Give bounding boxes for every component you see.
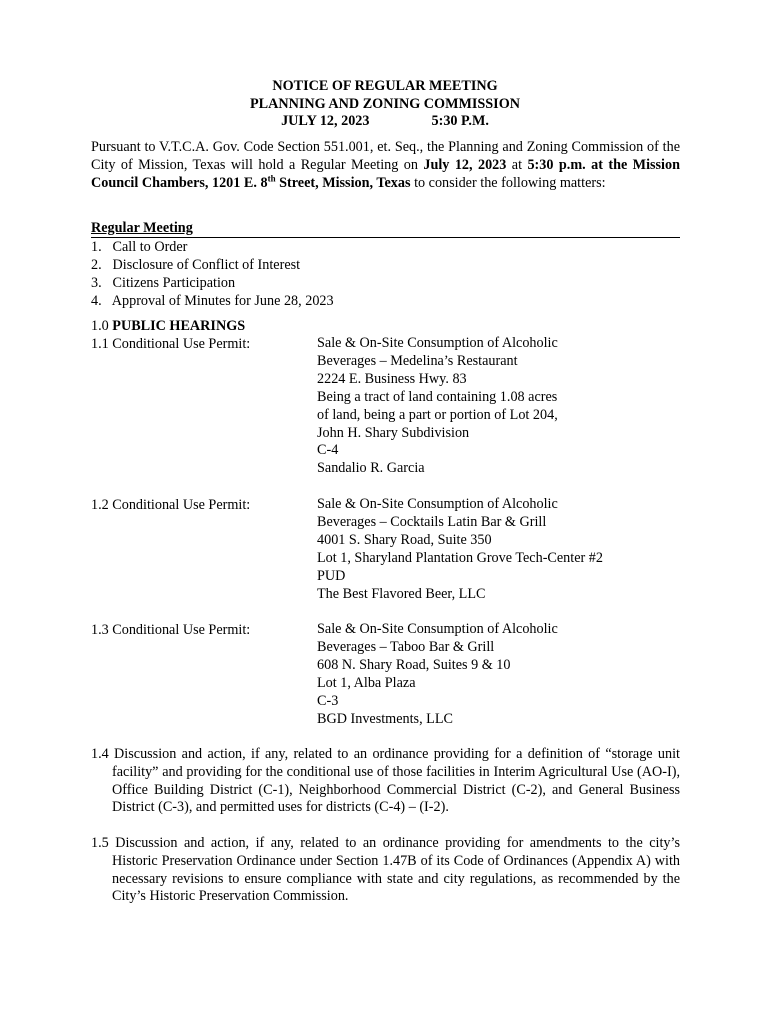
public-hearings-title: PUBLIC HEARINGS <box>112 318 246 334</box>
notice-header <box>0 78 770 131</box>
intro-bold-place-2: Street, Mission, Texas <box>275 175 411 192</box>
agenda-item <box>91 256 680 274</box>
permit-detail-line: 4001 S. Shary Road, Suite 350 <box>317 531 492 548</box>
intro-bold-date: July 12, 2023 <box>423 157 507 174</box>
permit-label: 1.1 Conditional Use Permit: <box>91 336 251 352</box>
permit-detail-line: 608 N. Shary Road, Suites 9 & 10 <box>317 656 511 673</box>
item-1-5-text: 1.5 Discussion and action, if any, related to an ordinance providing for amendments to the city’s Historic Preservation Ordinance under Section 1.47B of its Code of Ordinances (Appendix A) with necessary revisions to ensure compliance with state and city regulations, as recommended by the City’s Historic Preservation Commission. <box>91 835 680 905</box>
regular-meeting-heading <box>91 220 680 238</box>
permit-detail-line: Sandalio R. Garcia <box>317 460 425 477</box>
agenda-list <box>91 238 680 310</box>
regular-meeting-heading-text: Regular Meeting <box>91 220 193 236</box>
permit-detail-line: Beverages – Cocktails Latin Bar & Grill <box>317 513 547 530</box>
intro-bold-place-1: 5:30 p.m. at the Mission Council Chambers, 1201 E. 8 <box>91 157 680 192</box>
permit-detail-line: of land, being a part or portion of Lot 204, <box>317 406 558 423</box>
agenda-item-1-5 <box>91 835 680 906</box>
agenda-item-number: 3. <box>91 275 102 291</box>
agenda-item-text: Call to Order <box>112 239 188 255</box>
intro-superscript: th <box>267 173 276 184</box>
permit-detail-line: Sale & On-Site Consumption of Alcoholic <box>317 621 558 637</box>
meeting-date: JULY 12, 2023 <box>281 113 370 129</box>
agenda-item-1-4 <box>91 746 680 817</box>
intro-at: at <box>506 157 528 174</box>
permit-detail-line: Sale & On-Site Consumption of Alcoholic <box>317 496 558 512</box>
permit-label: 1.2 Conditional Use Permit: <box>91 497 251 513</box>
permit-detail-line: 2224 E. Business Hwy. 83 <box>317 370 467 387</box>
permit-detail-line: PUD <box>317 567 346 584</box>
permit-detail-line: John H. Shary Subdivision <box>317 424 470 441</box>
permit-detail-line: Sale & On-Site Consumption of Alcoholic <box>317 335 558 351</box>
agenda-item-text: Approval of Minutes for June 28, 2023 <box>111 293 334 309</box>
permit-detail-line: C-3 <box>317 692 339 709</box>
public-hearings-number: 1.0 <box>91 318 113 334</box>
intro-text-2: to consider the following matters: <box>410 175 606 192</box>
agenda-item <box>91 292 680 310</box>
permit-details <box>317 621 680 728</box>
notice-title: NOTICE OF REGULAR MEETING <box>272 78 498 94</box>
permit-detail-line: Lot 1, Sharyland Plantation Grove Tech-Center #2 <box>317 549 603 566</box>
meeting-time: 5:30 P.M. <box>431 113 489 129</box>
permit-label: 1.3 Conditional Use Permit: <box>91 622 251 638</box>
agenda-item-number: 4. <box>91 293 102 309</box>
intro-text-1: Pursuant to V.T.C.A. Gov. Code Section 551.001, et. Seq., the Planning and Zoning Commission of the City of Mission, Texas will hold a Regular Meeting on <box>91 139 680 174</box>
agenda-item-number: 1. <box>91 239 102 255</box>
permit-detail-line: Being a tract of land containing 1.08 acres <box>317 388 558 405</box>
permit-detail-line: C-4 <box>317 442 339 459</box>
agenda-item-text: Citizens Participation <box>112 275 236 291</box>
agenda-item <box>91 238 680 256</box>
item-1-4-text: 1.4 Discussion and action, if any, related to an ordinance providing for a definition of “storage unit facility” and providing for the conditional use of those facilities in Interim Agricultural Use (AO-I), Office Building District (C-1), Neighborhood Commercial District (C-2), and General Business District (C-3), and permitted uses for districts (C-4) – (I-2). <box>91 746 680 816</box>
agenda-item <box>91 274 680 292</box>
intro-paragraph <box>91 138 680 193</box>
agenda-item-number: 2. <box>91 257 102 273</box>
commission-name: PLANNING AND ZONING COMMISSION <box>250 95 520 112</box>
permit-detail-line: Beverages – Taboo Bar & Grill <box>317 638 495 655</box>
regular-meeting-section <box>91 220 680 310</box>
permit-details <box>317 496 680 603</box>
public-hearings-heading <box>91 317 680 335</box>
permit-detail-line: Lot 1, Alba Plaza <box>317 674 416 691</box>
permit-detail-line: BGD Investments, LLC <box>317 710 453 727</box>
permit-details <box>317 335 680 478</box>
public-hearings-title-line <box>91 317 680 335</box>
permit-detail-line: The Best Flavored Beer, LLC <box>317 585 486 602</box>
meeting-date-time <box>281 113 489 131</box>
permit-detail-line: Beverages – Medelina’s Restaurant <box>317 352 518 369</box>
agenda-item-text: Disclosure of Conflict of Interest <box>112 257 301 273</box>
